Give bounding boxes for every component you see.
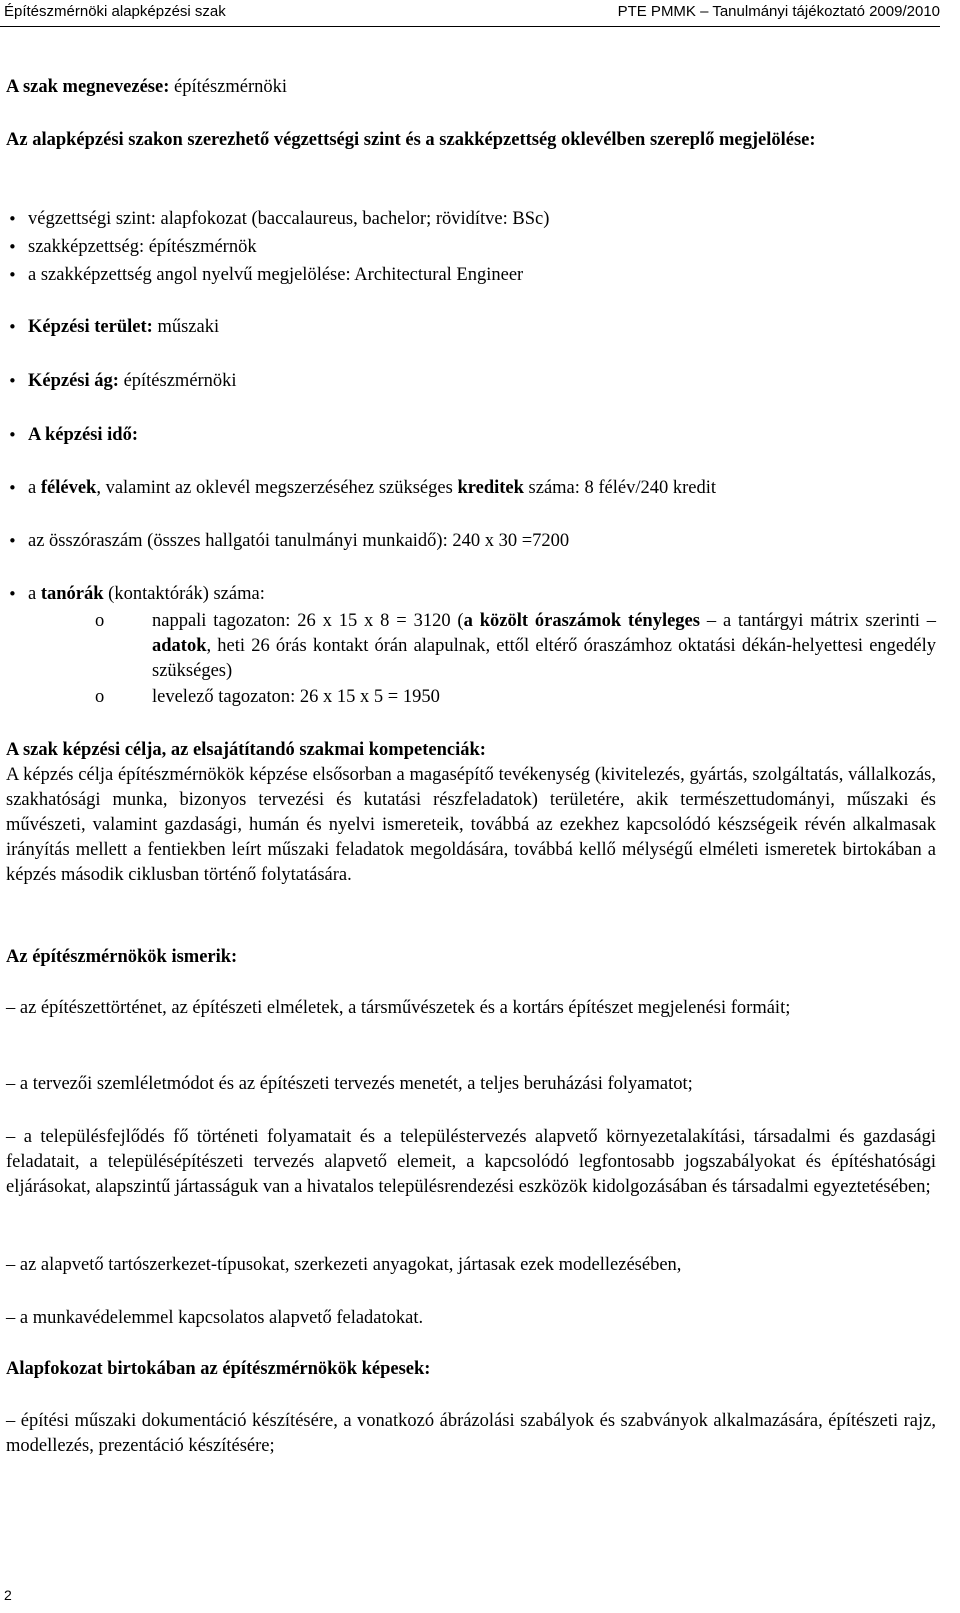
levelezo-tagozat: o levelező tagozaton: 26 x 15 x 5 = 1950 xyxy=(126,685,936,710)
list-item: • végzettségi szint: alapfokozat (baccalaureus, bachelor; rövidítve: BSc) xyxy=(6,207,936,232)
header-left: Építészmérnöki alapképzési szak xyxy=(4,3,226,20)
szak-label: A szak megnevezése: xyxy=(6,77,170,97)
felevek-kreditek: • a félévek, valamint az oklevél megszerzéséhez szükséges kreditek száma: 8 félév/240 kredit xyxy=(6,476,936,501)
ismerik-item: – a munkavédelemmel kapcsolatos alapvető feladatokat. xyxy=(6,1308,424,1328)
kepesek-item: – építési műszaki dokumentáció készítésére, a vonatkozó ábrázolási szabályok és szabványok alkalmazására, építészeti rajz, modellezés, prezentáció készítésére; xyxy=(6,1411,936,1456)
szak-value: építészmérnöki xyxy=(169,77,288,97)
celja-text: A képzés célja építészmérnökök képzése elsősorban a magasépítő tevékenység (kivitelezés, gyártás, szolgáltatás, vállalkozás, szakhatósági munka, bizonyos tervezési és kutatási részfeladatok) területére, akik természettudományi, műszaki és művészeti, valamint gazdasági, humán és nyelvi ismereteik, továbbá az ezekhez kapcsolódó készségeik révén alkalmasak irányítás mellett a fentiekben leírt műszaki feladatok megoldására, továbbá kellő mélységű elméleti ismeretek birtokában a képzés második ciklusban történő folytatására. xyxy=(6,765,936,885)
vegzettseg-heading: Az alapképzési szakon szerezhető végzettségi szint és a szakképzettség oklevélben szereplő megjelölése: xyxy=(6,130,816,150)
ismerik-item: – a tervezői szemléletmódot és az építészeti tervezés menetét, a teljes beruházási folyamatot; xyxy=(6,1074,693,1094)
page-number: 2 xyxy=(4,1587,12,1603)
page-header xyxy=(0,0,940,27)
kepzesi-ido: • A képzési idő: xyxy=(6,423,936,448)
kepesek-heading: Alapfokozat birtokában az építészmérnökök képesek: xyxy=(6,1359,431,1379)
osszoraszam: • az összóraszám (összes hallgatói tanulmányi munkaidő): 240 x 30 =7200 xyxy=(6,529,936,554)
header-right: PTE PMMK – Tanulmányi tájékoztató 2009/2010 xyxy=(617,3,940,20)
ismerik-heading: Az építészmérnökök ismerik: xyxy=(6,947,238,967)
ismerik-item: – az alapvető tartószerkezet-típusokat, szerkezeti anyagokat, jártasak ezek modellezésében, xyxy=(6,1255,682,1275)
nappali-tagozat: o nappali tagozaton: 26 x 15 x 8 = 3120 (a közölt óraszámok tényleges – a tantárgyi mátrix szerinti – adatok, heti 26 órás kontakt órán alapulnak, ettől eltérő óraszámhoz oktatási dékán-helyettesi engedély szükséges) xyxy=(126,609,936,684)
tanorak: • a tanórák (kontaktórák) száma: xyxy=(6,582,936,607)
list-item: • szakképzettség: építészmérnök xyxy=(6,235,936,260)
list-item: • a szakképzettség angol nyelvű megjelölése: Architectural Engineer xyxy=(6,263,936,288)
ismerik-item: – a településfejlődés fő történeti folyamatait és a településtervezés alapvető környezetalakítási, társadalmi és gazdasági feladatait, a településépítészeti tervezés alapvető elemeit, a kapcsolódó legfontosabb jogszabályokat és építéshatósági eljárásokat, alapszintű jártasságuk van a hivatalos településrendezési eszközök kidolgozásában és társadalmi egyeztetésében; xyxy=(6,1127,936,1197)
kepzesi-terulet: • Képzési terület: műszaki xyxy=(6,315,936,340)
ismerik-item: – az építészettörténet, az építészeti elméletek, a társművészetek és a kortárs építészet megjelenési formáit; xyxy=(6,998,791,1018)
kepzesi-ag: • Képzési ág: építészmérnöki xyxy=(6,369,936,394)
celja-heading: A szak képzési célja, az elsajátítandó szakmai kompetenciák: xyxy=(6,740,486,760)
szak-name xyxy=(6,75,936,100)
